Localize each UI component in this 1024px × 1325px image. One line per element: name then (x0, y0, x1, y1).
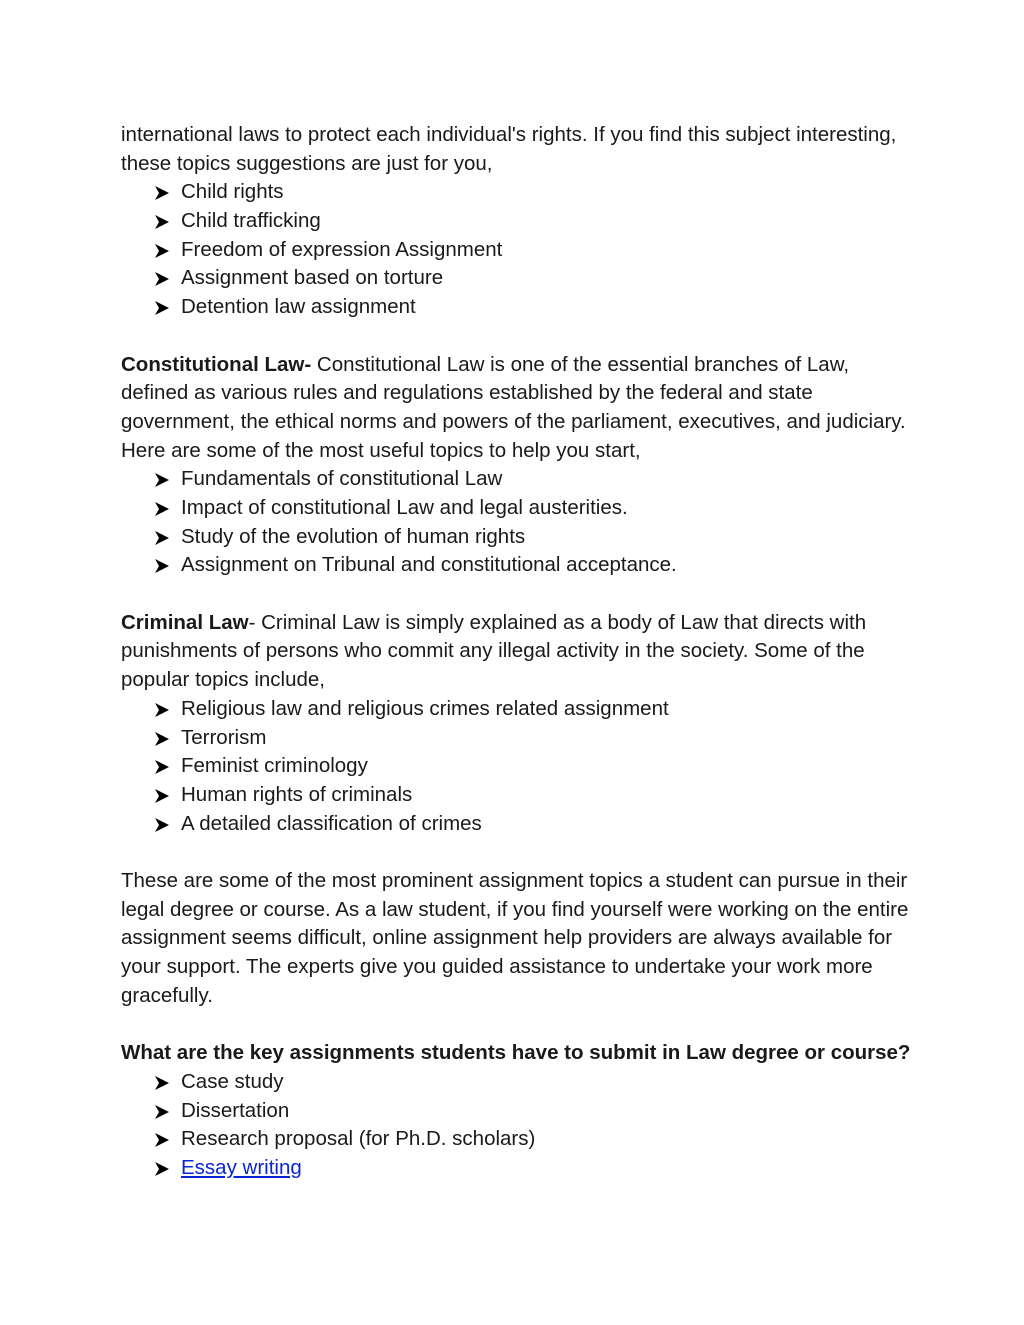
list-item-label: Child trafficking (181, 209, 321, 233)
list-item-label: A detailed classification of crimes (181, 811, 482, 835)
essay-writing-link[interactable]: Essay writing (181, 1155, 302, 1179)
list-item-label: Terrorism (181, 725, 267, 749)
list-item (121, 724, 911, 753)
list-item (121, 494, 911, 523)
document-content (121, 121, 911, 1183)
list-item-label: Assignment on Tribunal and constitutional acceptance. (181, 553, 677, 577)
constitutional-law-text: Constitutional Law is one of the essential branches of Law, defined as various rules and regulations established by the federal and state government, the ethical norms and powers of the parliament, executives, and judiciary. Here are some of the most useful topics to help you start, (121, 352, 906, 462)
list-item-label: Human rights of criminals (181, 782, 413, 806)
criminal-law-paragraph (121, 609, 911, 695)
list-item-label: Study of the evolution of human rights (181, 524, 526, 548)
spacer (121, 322, 911, 351)
key-assignments-heading: What are the key assignments students have to submit in Law degree or course? (121, 1041, 911, 1065)
criminal-law-heading: Criminal Law (121, 610, 249, 634)
key-assignments-list (121, 1068, 911, 1183)
spacer (121, 838, 911, 867)
list-item (121, 695, 911, 724)
list-item (121, 523, 911, 552)
constitutional-law-paragraph (121, 351, 911, 466)
list-item (121, 293, 911, 322)
summary-paragraph: These are some of the most prominent assignment topics a student can pursue in their legal degree or course. As a law student, if you find yourself were working on the entire assignment seems difficult, online assignment help providers are always available for your support. The experts give you guided assistance to undertake your work more gracefully. (121, 869, 909, 1007)
list-item-label: Research proposal (for Ph.D. scholars) (181, 1127, 536, 1151)
list-item-label: Child rights (181, 180, 284, 204)
list-item (121, 1068, 911, 1097)
list-item-label: Religious law and religious crimes related assignment (181, 696, 669, 720)
list-item (121, 264, 911, 293)
list-item (121, 781, 911, 810)
list-item-label: Detention law assignment (181, 295, 416, 319)
list-item-label: Impact of constitutional Law and legal austerities. (181, 496, 628, 520)
list-item (121, 178, 911, 207)
criminal-law-text: - Criminal Law is simply explained as a body of Law that directs with punishments of persons who commit any illegal activity in the society. Some of the popular topics include, (121, 610, 867, 692)
constitutional-law-heading: Constitutional Law- (121, 352, 312, 376)
list-item (121, 1097, 911, 1126)
criminal-topic-list (121, 695, 911, 838)
list-item (121, 465, 911, 494)
list-item (121, 1154, 911, 1183)
list-item (121, 1125, 911, 1154)
list-item (121, 236, 911, 265)
list-item-label: Case study (181, 1069, 284, 1093)
list-item (121, 810, 911, 839)
intro-topic-list (121, 178, 911, 321)
list-item (121, 551, 911, 580)
list-item (121, 752, 911, 781)
list-item-label: Feminist criminology (181, 754, 368, 778)
intro-paragraph: international laws to protect each individual's rights. If you find this subject interesting, these topics suggestions are just for you, (121, 123, 897, 175)
spacer (121, 580, 911, 609)
list-item-label: Fundamentals of constitutional Law (181, 467, 503, 491)
spacer (121, 1011, 911, 1040)
constitutional-topic-list (121, 465, 911, 580)
list-item-label: Freedom of expression Assignment (181, 237, 503, 261)
list-item (121, 207, 911, 236)
list-item-label: Assignment based on torture (181, 266, 444, 290)
list-item-label: Dissertation (181, 1098, 290, 1122)
